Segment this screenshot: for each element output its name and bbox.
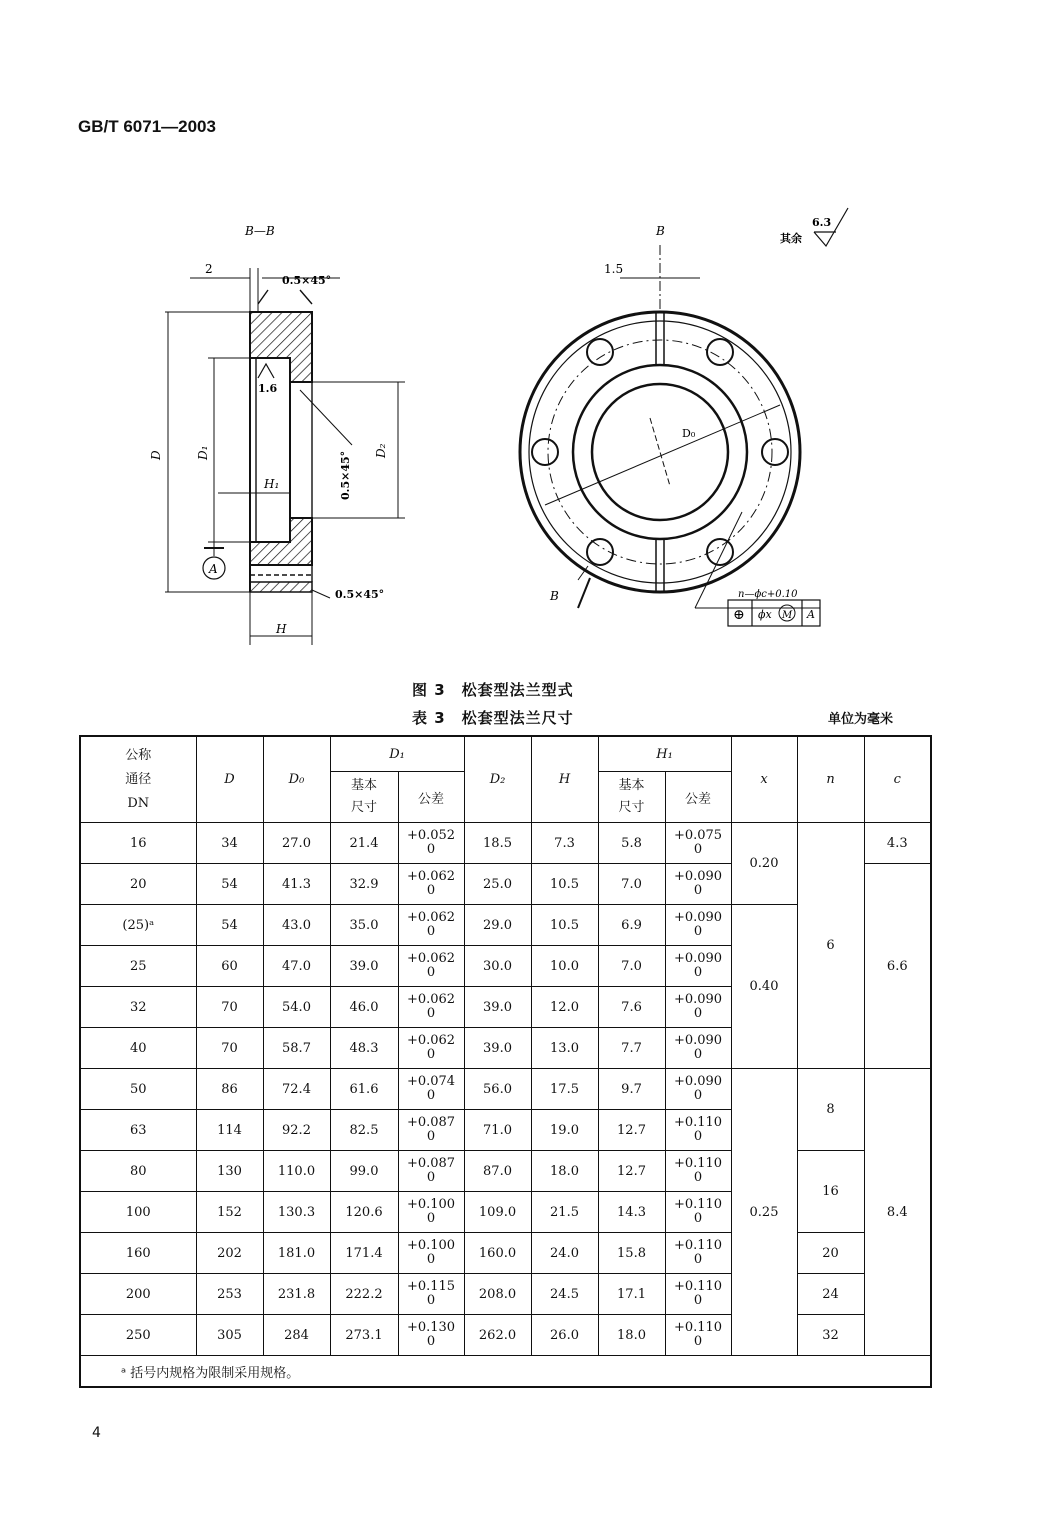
fcf-mod: M bbox=[782, 610, 793, 621]
roughness-rest-label: 其余 bbox=[780, 232, 802, 245]
tolerance-cell: +0.115 0 bbox=[398, 1274, 464, 1315]
table-cell: 110.0 bbox=[263, 1151, 330, 1192]
table-cell: 80 bbox=[80, 1151, 196, 1192]
table-cell: 14.3 bbox=[598, 1192, 665, 1233]
dim-chamfer-bottom: 0.5×45° bbox=[335, 588, 385, 601]
table-cell: 19.0 bbox=[531, 1110, 598, 1151]
label-D: D bbox=[149, 450, 163, 460]
table-cell: 70 bbox=[196, 987, 263, 1028]
figure-caption: 图 3 松套型法兰型式 bbox=[412, 681, 574, 699]
table-cell: 0.25 bbox=[731, 1069, 797, 1356]
tolerance-cell: +0.100 0 bbox=[398, 1192, 464, 1233]
dim-1-5: 1.5 bbox=[604, 262, 624, 276]
tolerance-cell: +0.110 0 bbox=[665, 1110, 731, 1151]
table-cell: 262.0 bbox=[464, 1315, 531, 1356]
table-cell: 56.0 bbox=[464, 1069, 531, 1110]
roughness-local: 1.6 bbox=[258, 382, 278, 395]
table-cell: 70 bbox=[196, 1028, 263, 1069]
tolerance-cell: +0.074 0 bbox=[398, 1069, 464, 1110]
table-row bbox=[80, 823, 931, 864]
dim-chamfer-mid: 0.5×45° bbox=[339, 450, 352, 500]
table-cell: 30.0 bbox=[464, 946, 531, 987]
table-cell: 8 bbox=[797, 1069, 864, 1151]
label-D2: D₂ bbox=[374, 443, 388, 458]
tolerance-cell: +0.062 0 bbox=[398, 946, 464, 987]
table-cell: 46.0 bbox=[330, 987, 398, 1028]
table-cell: 60 bbox=[196, 946, 263, 987]
table-cell: 21.4 bbox=[330, 823, 398, 864]
table-cell: 72.4 bbox=[263, 1069, 330, 1110]
table-cell: 32 bbox=[797, 1315, 864, 1356]
table-cell: 50 bbox=[80, 1069, 196, 1110]
tolerance-cell: +0.090 0 bbox=[665, 946, 731, 987]
footnote: ᵃ 括号内规格为限制采用规格。 bbox=[80, 1356, 931, 1388]
table-cell: 7.0 bbox=[598, 946, 665, 987]
header-n: n bbox=[797, 736, 864, 823]
table-cell: 54 bbox=[196, 905, 263, 946]
hole-note: n—ϕc+0.10 bbox=[738, 589, 798, 600]
fcf-datum: A bbox=[807, 608, 815, 621]
header-H: H bbox=[531, 736, 598, 823]
table-cell: 54 bbox=[196, 864, 263, 905]
table-cell: 20 bbox=[80, 864, 196, 905]
table-cell: 24.0 bbox=[531, 1233, 598, 1274]
note-row bbox=[80, 1356, 931, 1388]
table-cell: 34 bbox=[196, 823, 263, 864]
roughness-rest-value: 6.3 bbox=[812, 216, 832, 229]
table-cell: 39.0 bbox=[464, 987, 531, 1028]
tolerance-cell: +0.100 0 bbox=[398, 1233, 464, 1274]
header-D1-tol: 公差 bbox=[398, 772, 464, 823]
table-cell: 114 bbox=[196, 1110, 263, 1151]
plan-view bbox=[520, 208, 848, 626]
tolerance-cell: +0.062 0 bbox=[398, 864, 464, 905]
table-cell: 222.2 bbox=[330, 1274, 398, 1315]
table-row bbox=[80, 1069, 931, 1110]
table-cell: 71.0 bbox=[464, 1110, 531, 1151]
table-cell: 16 bbox=[797, 1151, 864, 1233]
table-cell: 0.20 bbox=[731, 823, 797, 905]
tolerance-cell: +0.110 0 bbox=[665, 1151, 731, 1192]
table-cell: 5.8 bbox=[598, 823, 665, 864]
tolerance-cell: +0.087 0 bbox=[398, 1151, 464, 1192]
header-c: c bbox=[864, 736, 931, 823]
tolerance-cell: +0.110 0 bbox=[665, 1274, 731, 1315]
table-cell: 253 bbox=[196, 1274, 263, 1315]
table-cell: 13.0 bbox=[531, 1028, 598, 1069]
header-H1-basic: 基本 尺寸 bbox=[598, 772, 665, 823]
table-cell: 109.0 bbox=[464, 1192, 531, 1233]
table-cell: 250 bbox=[80, 1315, 196, 1356]
page-number: 4 bbox=[92, 1425, 101, 1441]
view-label-bottom: B bbox=[550, 589, 559, 603]
table-cell: 63 bbox=[80, 1110, 196, 1151]
table-cell: 6 bbox=[797, 823, 864, 1069]
table-cell: 152 bbox=[196, 1192, 263, 1233]
datum-A: A bbox=[209, 562, 218, 576]
dim-2: 2 bbox=[205, 262, 213, 276]
table-cell: 18.0 bbox=[531, 1151, 598, 1192]
table-cell: 10.5 bbox=[531, 864, 598, 905]
tolerance-cell: +0.110 0 bbox=[665, 1233, 731, 1274]
standard-number: GB/T 6071—2003 bbox=[78, 117, 216, 136]
table-caption: 表 3 松套型法兰尺寸 bbox=[412, 709, 574, 727]
table-cell: 61.6 bbox=[330, 1069, 398, 1110]
tolerance-cell: +0.110 0 bbox=[665, 1315, 731, 1356]
table-cell: 18.5 bbox=[464, 823, 531, 864]
table-cell: 8.4 bbox=[864, 1069, 931, 1356]
table-cell: 39.0 bbox=[464, 1028, 531, 1069]
table-cell: 47.0 bbox=[263, 946, 330, 987]
header-x: x bbox=[731, 736, 797, 823]
table-cell: 25 bbox=[80, 946, 196, 987]
table-row bbox=[80, 1274, 931, 1315]
table-cell: 130 bbox=[196, 1151, 263, 1192]
table-cell: 160.0 bbox=[464, 1233, 531, 1274]
table-cell: 181.0 bbox=[263, 1233, 330, 1274]
fcf-tol: ϕx bbox=[758, 608, 772, 621]
table-cell: 39.0 bbox=[330, 946, 398, 987]
header-H1-tol: 公差 bbox=[665, 772, 731, 823]
header-D2: D₂ bbox=[464, 736, 531, 823]
header-D0: D₀ bbox=[263, 736, 330, 823]
view-label-top: B bbox=[656, 224, 665, 238]
table-cell: 48.3 bbox=[330, 1028, 398, 1069]
table-cell: 99.0 bbox=[330, 1151, 398, 1192]
table-cell: 15.8 bbox=[598, 1233, 665, 1274]
table-cell: 6.9 bbox=[598, 905, 665, 946]
header-D1: D₁ bbox=[330, 736, 464, 772]
table-row bbox=[80, 1151, 931, 1192]
tolerance-cell: +0.090 0 bbox=[665, 1069, 731, 1110]
section-label: B—B bbox=[245, 224, 275, 238]
table-cell: 12.7 bbox=[598, 1110, 665, 1151]
table-cell: 273.1 bbox=[330, 1315, 398, 1356]
tolerance-cell: +0.090 0 bbox=[665, 987, 731, 1028]
table-cell: 160 bbox=[80, 1233, 196, 1274]
tolerance-cell: +0.062 0 bbox=[398, 1028, 464, 1069]
table-row bbox=[80, 1233, 931, 1274]
tolerance-cell: +0.052 0 bbox=[398, 823, 464, 864]
flange-drawing bbox=[0, 195, 1050, 665]
table-cell: 17.5 bbox=[531, 1069, 598, 1110]
table-cell: 24.5 bbox=[531, 1274, 598, 1315]
table-cell: 130.3 bbox=[263, 1192, 330, 1233]
tolerance-cell: +0.075 0 bbox=[665, 823, 731, 864]
table-cell: 92.2 bbox=[263, 1110, 330, 1151]
table-cell: 21.5 bbox=[531, 1192, 598, 1233]
table-cell: 25.0 bbox=[464, 864, 531, 905]
table-cell: 17.1 bbox=[598, 1274, 665, 1315]
tolerance-cell: +0.130 0 bbox=[398, 1315, 464, 1356]
table-row bbox=[80, 1315, 931, 1356]
label-H1: H₁ bbox=[264, 477, 280, 491]
table-cell: 200 bbox=[80, 1274, 196, 1315]
fcf-symbol: ⊕ bbox=[733, 607, 745, 623]
header-row-1 bbox=[80, 736, 931, 772]
table-cell: 54.0 bbox=[263, 987, 330, 1028]
table-cell: 231.8 bbox=[263, 1274, 330, 1315]
tolerance-cell: +0.062 0 bbox=[398, 905, 464, 946]
table-cell: 43.0 bbox=[263, 905, 330, 946]
table-cell: (25)ᵃ bbox=[80, 905, 196, 946]
table-cell: 0.40 bbox=[731, 905, 797, 1069]
table-cell: 7.0 bbox=[598, 864, 665, 905]
table-cell: 10.5 bbox=[531, 905, 598, 946]
unit-note: 单位为毫米 bbox=[828, 712, 894, 727]
header-H1: H₁ bbox=[598, 736, 731, 772]
header-D1-basic: 基本 尺寸 bbox=[330, 772, 398, 823]
tolerance-cell: +0.090 0 bbox=[665, 864, 731, 905]
table-cell: 26.0 bbox=[531, 1315, 598, 1356]
table-cell: 10.0 bbox=[531, 946, 598, 987]
table-cell: 40 bbox=[80, 1028, 196, 1069]
table-cell: 27.0 bbox=[263, 823, 330, 864]
table-cell: 12.7 bbox=[598, 1151, 665, 1192]
table-cell: 208.0 bbox=[464, 1274, 531, 1315]
table-cell: 41.3 bbox=[263, 864, 330, 905]
table-cell: 100 bbox=[80, 1192, 196, 1233]
label-D0: D₀ bbox=[682, 427, 696, 440]
table-cell: 284 bbox=[263, 1315, 330, 1356]
table-cell: 6.6 bbox=[864, 864, 931, 1069]
table-cell: 16 bbox=[80, 823, 196, 864]
table-cell: 171.4 bbox=[330, 1233, 398, 1274]
table-cell: 32.9 bbox=[330, 864, 398, 905]
table-cell: 9.7 bbox=[598, 1069, 665, 1110]
header-dn: 公称 通径 DN bbox=[80, 736, 196, 823]
tolerance-cell: +0.110 0 bbox=[665, 1192, 731, 1233]
tolerance-cell: +0.062 0 bbox=[398, 987, 464, 1028]
tolerance-cell: +0.087 0 bbox=[398, 1110, 464, 1151]
table-cell: 82.5 bbox=[330, 1110, 398, 1151]
table-cell: 29.0 bbox=[464, 905, 531, 946]
table-cell: 32 bbox=[80, 987, 196, 1028]
table-cell: 7.3 bbox=[531, 823, 598, 864]
table-cell: 20 bbox=[797, 1233, 864, 1274]
label-H: H bbox=[276, 622, 287, 636]
table-cell: 7.6 bbox=[598, 987, 665, 1028]
table-cell: 18.0 bbox=[598, 1315, 665, 1356]
table-cell: 12.0 bbox=[531, 987, 598, 1028]
table-cell: 120.6 bbox=[330, 1192, 398, 1233]
table-cell: 7.7 bbox=[598, 1028, 665, 1069]
table-cell: 35.0 bbox=[330, 905, 398, 946]
dimension-table bbox=[79, 735, 932, 1388]
table-cell: 86 bbox=[196, 1069, 263, 1110]
dim-chamfer-top: 0.5×45° bbox=[282, 274, 332, 287]
table-cell: 4.3 bbox=[864, 823, 931, 864]
table-cell: 58.7 bbox=[263, 1028, 330, 1069]
table-cell: 24 bbox=[797, 1274, 864, 1315]
table-cell: 305 bbox=[196, 1315, 263, 1356]
tolerance-cell: +0.090 0 bbox=[665, 1028, 731, 1069]
table-cell: 202 bbox=[196, 1233, 263, 1274]
label-D1: D₁ bbox=[196, 445, 210, 460]
table-cell: 87.0 bbox=[464, 1151, 531, 1192]
header-D: D bbox=[196, 736, 263, 823]
tolerance-cell: +0.090 0 bbox=[665, 905, 731, 946]
